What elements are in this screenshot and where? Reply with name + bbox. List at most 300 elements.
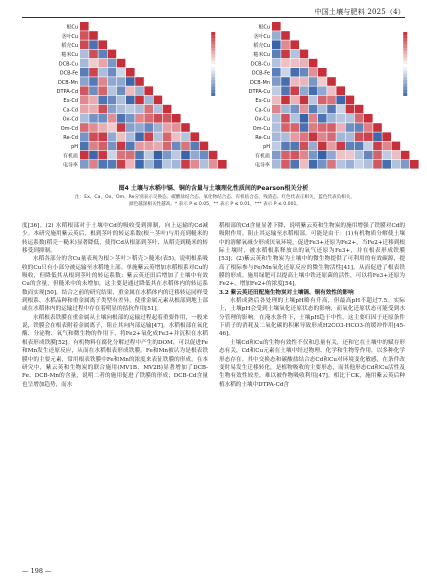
heatmap-cell — [272, 22, 281, 31]
header-rule — [22, 17, 405, 18]
heatmap-cell — [144, 105, 153, 114]
heatmap-cell — [318, 68, 327, 77]
heatmap-cell — [300, 86, 309, 95]
heatmap-row-label: Re-Cu — [255, 135, 270, 142]
heatmap-cell — [336, 114, 345, 123]
heatmap-cell — [135, 151, 144, 160]
heatmap-cell — [98, 105, 107, 114]
heatmap-cell — [80, 50, 89, 59]
heatmap-cell — [117, 86, 126, 95]
heatmap-cell — [108, 59, 117, 68]
heatmap-row-label: DCB-Fe — [59, 70, 78, 77]
heatmap-cell — [272, 50, 281, 59]
heatmap-cell — [290, 105, 299, 114]
legend-swatch — [403, 61, 407, 64]
heatmap-cell — [117, 160, 126, 169]
heatmap-cell — [126, 96, 135, 105]
heatmap-cell — [318, 123, 327, 132]
heatmap-cell — [154, 142, 163, 151]
running-header — [0, 0, 427, 20]
legend-swatch — [403, 45, 407, 48]
heatmap-cell — [163, 151, 172, 160]
heatmap-cell — [309, 123, 318, 132]
heatmap-cell — [98, 151, 107, 160]
heatmap-cell — [117, 96, 126, 105]
legend-swatch — [211, 42, 215, 45]
legend-swatch — [403, 35, 407, 38]
heatmap-row-label: DCB-Mn — [249, 79, 270, 86]
heatmap-cell — [209, 160, 218, 169]
paragraph: 水稻各部分的含Cu量表现为根＞茎叶＞稻壳＞糙米(表5)，说明根系吸收的Cu只有小部分被运输至水稻地上部。单施紫云英增加水稻根系对Cu的吸收，但降低其从根到茎叶的转运系数；紫云英还田后增加了土壤中有效Cu的含量，但糙米中的未增加，这主要是通过降低其在水稻体内的转运系数而实现[50]。结合之前的研究结果，重金属在水稻体内的迁移转运同样受到根系、水稻品种和重金属离子类型有差异，使重金属元素从根部到地上部或在水稻体内的运输过程中存在着明显的拮抗作用[51]。 — [22, 256, 208, 313]
heatmap-cell — [272, 86, 281, 95]
heatmap-cell — [290, 132, 299, 141]
heatmap-cell — [300, 68, 309, 77]
heatmap-cell — [108, 142, 117, 151]
legend-swatch — [211, 74, 215, 77]
heatmap-row-label: DCB-Cu — [58, 61, 78, 68]
legend-swatch — [211, 48, 215, 51]
heatmap-cell — [126, 160, 135, 169]
heatmap-cell — [98, 40, 107, 49]
heatmap-cell — [355, 123, 364, 132]
legend-swatch — [403, 42, 407, 45]
heatmap-cell — [80, 22, 89, 31]
heatmap-row-label: 电导率 — [62, 162, 78, 169]
heatmap-cell — [290, 123, 299, 132]
legend-swatch — [211, 80, 215, 83]
heatmap-cell — [117, 151, 126, 160]
page-number: — 198 — — [22, 567, 52, 575]
legend-swatch — [403, 83, 407, 86]
heatmap-cell — [309, 151, 318, 160]
heatmap-cell — [281, 160, 290, 169]
heatmap-cell — [126, 105, 135, 114]
heatmap-cell — [327, 105, 336, 114]
heatmap-cell — [98, 96, 107, 105]
heatmap-cell — [200, 160, 209, 169]
heatmap-cell — [172, 151, 181, 160]
heatmap-cell — [327, 114, 336, 123]
heatmap-row-label: Ex-Cd — [63, 98, 78, 105]
heatmap-cell — [346, 160, 355, 169]
heatmap-cell — [154, 114, 163, 123]
heatmap-cell — [108, 86, 117, 95]
heatmap-cell — [318, 160, 327, 169]
heatmap-cell — [318, 142, 327, 151]
heatmap-cell — [126, 132, 135, 141]
heatmap-cell — [144, 86, 153, 95]
heatmap-cell — [318, 132, 327, 141]
heatmap-cell — [364, 151, 373, 160]
heatmap-cell — [300, 105, 309, 114]
heatmap-cell — [135, 114, 144, 123]
heatmap-cell — [80, 105, 89, 114]
heatmap-cell — [108, 160, 117, 169]
heatmap-row-label: Ex-Cu — [255, 98, 270, 105]
heatmap-cell — [327, 96, 336, 105]
heatmap-cell — [355, 160, 364, 169]
heatmap-cell — [172, 132, 181, 141]
heatmap-cell — [300, 123, 309, 132]
heatmap-cell — [336, 86, 345, 95]
legend-swatch — [211, 61, 215, 64]
heatmap-cell — [373, 123, 382, 132]
heatmap-cell — [300, 151, 309, 160]
section-heading: 3.2 紫云英还田配施生物炭对土壤镉、铜有效性的影响 — [219, 289, 354, 296]
legend-swatch — [403, 90, 407, 93]
heatmap-cell — [281, 31, 290, 40]
heatmap-cell — [272, 142, 281, 151]
heatmap-cell — [117, 123, 126, 132]
legend-swatch — [403, 67, 407, 70]
heatmap-row-label: 茎叶Cu — [61, 33, 78, 40]
heatmap-cell — [281, 123, 290, 132]
heatmap-cell — [126, 86, 135, 95]
legend-swatch — [211, 35, 215, 38]
heatmap-cell — [80, 160, 89, 169]
heatmap-cell — [190, 142, 199, 151]
heatmap-cell — [355, 151, 364, 160]
heatmap-cell — [318, 86, 327, 95]
heatmap-cell — [364, 132, 373, 141]
heatmap-cell — [80, 31, 89, 40]
legend-swatch — [211, 38, 215, 41]
legend-swatch — [403, 38, 407, 41]
heatmap-cell — [364, 142, 373, 151]
heatmap-cell — [172, 142, 181, 151]
figure-note-line-2: 颜色越深相关性越高。* 表示 P ≤ 0.05，** 表示 P ≤ 0.01，*** 表示 P ≤ 0.001。 — [128, 202, 302, 207]
heatmap-cell — [290, 50, 299, 59]
heatmap-row-label: 根Cu — [66, 24, 78, 31]
heatmap-cell — [290, 40, 299, 49]
heatmap-row-label: pH — [263, 144, 270, 151]
heatmap-row-label: Om-Cd — [60, 125, 78, 132]
heatmap-cell — [336, 160, 345, 169]
heatmap-cell — [309, 132, 318, 141]
heatmap-cell — [181, 132, 190, 141]
heatmap-cell — [135, 132, 144, 141]
heatmap-cell — [89, 114, 98, 123]
heatmap-cell — [355, 105, 364, 114]
heatmap-cell — [373, 142, 382, 151]
figure-note — [60, 194, 370, 208]
legend-swatch — [403, 74, 407, 77]
heatmap-cell — [89, 105, 98, 114]
heatmap-cell — [154, 123, 163, 132]
heatmap-cell — [309, 160, 318, 169]
heatmap-cell — [80, 123, 89, 132]
legend-swatch — [211, 54, 215, 57]
paragraph: 度[36]。(2) 水稻根部对于土壤中Cd的吸收受到抑制，向上运输的Cd减少。本研究施用紫云英后，根到茎叶的转运系数(根－茎叶)与用亮到糙米的转运系数(稻壳－糙米)显著降低，使得Cd从根部到茎叶、从稻壳到糙米的转移受到抑制。 — [22, 223, 208, 255]
heatmap-cell — [309, 86, 318, 95]
heatmap-cell — [89, 96, 98, 105]
heatmap-cell — [382, 142, 391, 151]
heatmap-cell — [135, 123, 144, 132]
heatmap-cell — [373, 160, 382, 169]
heatmap-cell — [272, 59, 281, 68]
heatmap-cell — [346, 123, 355, 132]
heatmap-cell — [281, 132, 290, 141]
heatmap-row-label: pH — [71, 144, 78, 151]
heatmap-cell — [272, 160, 281, 169]
heatmap-cell — [327, 123, 336, 132]
heatmap-cell — [80, 59, 89, 68]
heatmap-cell — [154, 132, 163, 141]
heatmap-cell — [309, 77, 318, 86]
heatmap-cell — [346, 132, 355, 141]
paragraph: 稻根部的Cd含量显著下降，说明紫云英和生物炭的施用增强了铁膜对Cd的吸附作用，阻止其运输至水稻根部。可能是由于：(1)有机物质分解使土壤中的溶解氧减少形成厌氧环境，促进Fe3+还原为Fe2+，当Fe2+迁移到根际土壤时，被水稻根系释放出的氧气还原为Fe3+，并在根表形成铁膜[53]；(2)紫云英和生物炭为土壤中的微生物提供了可利用的有效碳源，提高了根际参与Fe/Mn氧化还原反应的微生物活性[41]，从而促进了根表铁膜的形成。施用绿肥可以提高土壤中铁还原菌的活性，可以将Fe3+还原为Fe2+，增加Fe2+的浓度[54]。 — [219, 223, 405, 288]
heatmap-cell — [108, 114, 117, 123]
heatmap-cell — [144, 142, 153, 151]
heatmap-cell — [117, 59, 126, 68]
legend-swatch — [403, 48, 407, 51]
heatmap-cell — [163, 114, 172, 123]
heatmap-cell — [290, 96, 299, 105]
heatmap-row-label: 有机质 — [254, 153, 270, 160]
heatmap-cell — [98, 160, 107, 169]
legend-swatch — [211, 45, 215, 48]
heatmap-cell — [290, 114, 299, 123]
legend-swatch — [403, 80, 407, 83]
heatmap-cell — [318, 114, 327, 123]
heatmap-cell — [373, 132, 382, 141]
heatmap-cell — [89, 68, 98, 77]
heatmap-cell — [281, 40, 290, 49]
heatmap-cell — [163, 105, 172, 114]
heatmap-cell — [89, 31, 98, 40]
heatmap-cell — [392, 142, 401, 151]
legend-swatch — [403, 51, 407, 54]
heatmap-cell — [98, 77, 107, 86]
paragraph: 水稻根表铁膜在重金属从土壤向根部的运输过程起着重要作用，一般来说，铁膜会在根表附着金属离子，阻止其向内部运输[47]。水稻根部在氧化酶、分泌物、氧气和微生物的作用下，将Fe2+氧化成Fe3+并沉积在水稻根表形成铁膜[52]。有机物料在腐化分解过程中产生的DOM，可以促进Fe和Mn发生还原反应，从而在水稻根表形成铁膜。Fe和Mn被认为是根表铁膜中的主要元素，常用根表铁膜中Fe和Mn的浓度来表征铁膜的形成。在本研究中，紫云英和生物炭的联合施用(MV1B、MV2B)显著增加了DCB-Fe、DCB-Mn的含量，说明二者的施用促进了铁膜的形成；DCB-Cd含量也呈增加趋势，而水 — [22, 314, 208, 388]
heatmap-cell — [190, 132, 199, 141]
heatmap-cell — [126, 142, 135, 151]
legend-swatch — [211, 67, 215, 70]
legend-swatch — [211, 32, 215, 35]
heatmap-cell — [200, 142, 209, 151]
heatmap-cell — [272, 77, 281, 86]
heatmap-row-label: 稻壳Cu — [253, 43, 270, 50]
heatmap-cell — [163, 142, 172, 151]
figure-caption: 图4 土壤与水稻中镉、铜的含量与土壤理化性质间的Pearson相关分析 — [118, 185, 309, 192]
legend-swatch — [403, 70, 407, 73]
heatmap-cell — [89, 40, 98, 49]
heatmap-cell — [98, 123, 107, 132]
heatmap-cd-svg — [44, 20, 229, 182]
heatmap-cell — [98, 132, 107, 141]
heatmap-cell — [126, 77, 135, 86]
heatmap-cell — [300, 50, 309, 59]
heatmap-cell — [218, 160, 227, 169]
paragraph: 水稻成熟后各处理的土壤pH略有升高，但最高pH不超过7.5。实际上，土壤pH会受到土壤氧化还原状态的影响，而氧化还原状态可能受到水分管理的影响。在淹水条件下，土壤pH趋于中性，这主要归因于还原条件下质子的消耗及二氧化碳的积累导致形成H2CO3-HCO3-的缓冲作用[45-46]。 — [219, 298, 405, 338]
heatmap-row-label: 糙米Cu — [253, 52, 270, 59]
heatmap-cell — [172, 160, 181, 169]
heatmap-cell — [108, 132, 117, 141]
legend-swatch — [211, 83, 215, 86]
heatmap-cell — [89, 59, 98, 68]
heatmap-cell — [281, 151, 290, 160]
heatmap-cell — [80, 151, 89, 160]
heatmap-cell — [355, 114, 364, 123]
heatmap-cell — [154, 105, 163, 114]
heatmap-cell — [144, 114, 153, 123]
heatmap-cell — [144, 123, 153, 132]
heatmap-cell — [108, 151, 117, 160]
heatmap-row-label: DCB-Cu — [250, 61, 270, 68]
heatmap-cell — [327, 160, 336, 169]
heatmap-cell — [392, 151, 401, 160]
heatmap-cell — [392, 160, 401, 169]
heatmap-cell — [272, 132, 281, 141]
legend-swatch — [211, 64, 215, 67]
heatmap-cell — [80, 142, 89, 151]
heatmap-cell — [144, 132, 153, 141]
heatmap-cell — [318, 105, 327, 114]
heatmap-cell — [89, 142, 98, 151]
heatmap-cell — [300, 132, 309, 141]
heatmap-cell — [80, 40, 89, 49]
heatmap-row-label: DCB-Mn — [57, 79, 78, 86]
heatmap-cell — [272, 114, 281, 123]
heatmap-cell — [382, 160, 391, 169]
heatmap-cell — [290, 151, 299, 160]
heatmap-cell — [89, 77, 98, 86]
heatmap-cell — [281, 50, 290, 59]
heatmap-cell — [346, 151, 355, 160]
heatmap-cell — [98, 59, 107, 68]
figure-4 — [22, 20, 405, 183]
heatmap-row-label: 电导率 — [254, 162, 270, 169]
heatmap-cell — [290, 59, 299, 68]
heatmap-cell — [281, 86, 290, 95]
heatmap-cell — [163, 160, 172, 169]
heatmap-cell — [135, 86, 144, 95]
heatmap-cell — [181, 151, 190, 160]
heatmap-cell — [346, 142, 355, 151]
heatmap-cell — [309, 114, 318, 123]
heatmap-cell — [144, 96, 153, 105]
heatmap-cell — [89, 50, 98, 59]
heatmap-cell — [135, 160, 144, 169]
heatmap-cell — [89, 132, 98, 141]
heatmap-cell — [172, 114, 181, 123]
legend-swatch — [403, 54, 407, 57]
heatmap-row-label: Re-Cd — [63, 135, 78, 142]
heatmap-row-label: 茎叶Cu — [253, 33, 270, 40]
heatmap-cell — [126, 68, 135, 77]
heatmap-cell — [135, 142, 144, 151]
heatmap-cell — [89, 123, 98, 132]
heatmap-cell — [80, 77, 89, 86]
legend-swatch — [211, 93, 215, 96]
heatmap-cell — [98, 86, 107, 95]
legend-swatch — [211, 77, 215, 80]
heatmap-cell — [364, 114, 373, 123]
heatmap-cell — [80, 68, 89, 77]
heatmap-cell — [281, 77, 290, 86]
heatmap-cell — [336, 142, 345, 151]
legend-swatch — [211, 58, 215, 61]
heatmap-cell — [154, 160, 163, 169]
heatmap-cell — [309, 142, 318, 151]
heatmap-cell — [154, 96, 163, 105]
heatmap-cell — [117, 105, 126, 114]
heatmap-cell — [355, 142, 364, 151]
heatmap-cell — [336, 96, 345, 105]
heatmap-row-label: 糙米Cu — [61, 52, 78, 59]
heatmap-cell — [281, 96, 290, 105]
heatmap-cell — [300, 160, 309, 169]
heatmap-cell — [300, 77, 309, 86]
heatmap-cell — [108, 123, 117, 132]
left-column — [22, 222, 208, 389]
heatmap-cell — [126, 123, 135, 132]
heatmap-cell — [309, 105, 318, 114]
heatmap-cell — [89, 151, 98, 160]
heatmap-cell — [80, 96, 89, 105]
heatmap-cell — [181, 123, 190, 132]
heatmap-cell — [290, 77, 299, 86]
heatmap-cell — [117, 114, 126, 123]
heatmap-cell — [309, 68, 318, 77]
heatmap-cell — [290, 86, 299, 95]
heatmap-cell — [154, 151, 163, 160]
heatmap-cell — [410, 160, 419, 169]
heatmap-cell — [135, 96, 144, 105]
heatmap-cell — [117, 77, 126, 86]
heatmap-cell — [272, 151, 281, 160]
heatmap-cu-svg — [236, 20, 421, 182]
heatmap-cell — [309, 59, 318, 68]
heatmap-cell — [272, 68, 281, 77]
legend-swatch — [403, 93, 407, 96]
legend-swatch — [211, 86, 215, 89]
heatmap-cell — [346, 114, 355, 123]
heatmap-row-label: Ca-Cd — [62, 107, 78, 114]
heatmap-cell — [190, 160, 199, 169]
heatmap-cell — [135, 105, 144, 114]
heatmap-cell — [108, 68, 117, 77]
heatmap-cell — [355, 132, 364, 141]
heatmap-cell — [373, 151, 382, 160]
heatmap-cell — [117, 68, 126, 77]
legend-swatch — [403, 64, 407, 67]
heatmap-row-label: 有机质 — [62, 153, 78, 160]
heatmap-cell — [272, 31, 281, 40]
heatmap-cell — [336, 123, 345, 132]
heatmap-cell — [382, 132, 391, 141]
heatmap-row-label: Ca-Cu — [254, 107, 270, 114]
heatmap-cell — [135, 77, 144, 86]
heatmap-cell — [98, 114, 107, 123]
heatmap-cell — [327, 151, 336, 160]
heatmap-cu — [236, 20, 421, 182]
legend-swatch — [403, 32, 407, 35]
heatmap-cd — [44, 20, 229, 182]
heatmap-row-label: Ox-Cu — [254, 116, 270, 123]
heatmap-row-label: 根Cu — [258, 24, 270, 31]
heatmap-row-label: DCB-Fe — [251, 70, 270, 77]
heatmap-cell — [281, 105, 290, 114]
figure-note-line-1: 注：Ex、Ca、Ox、Om、Re分别表示交换态、碳酸盐结合态、氧化物结合态、有机结合态、残渣态。红色代表正相关，蓝色代表负相关， — [75, 195, 355, 200]
legend-swatch — [211, 90, 215, 93]
heatmap-cell — [401, 160, 410, 169]
legend-swatch — [403, 77, 407, 80]
heatmap-cell — [108, 105, 117, 114]
heatmap-cell — [272, 123, 281, 132]
heatmap-cell — [336, 105, 345, 114]
heatmap-cell — [272, 105, 281, 114]
